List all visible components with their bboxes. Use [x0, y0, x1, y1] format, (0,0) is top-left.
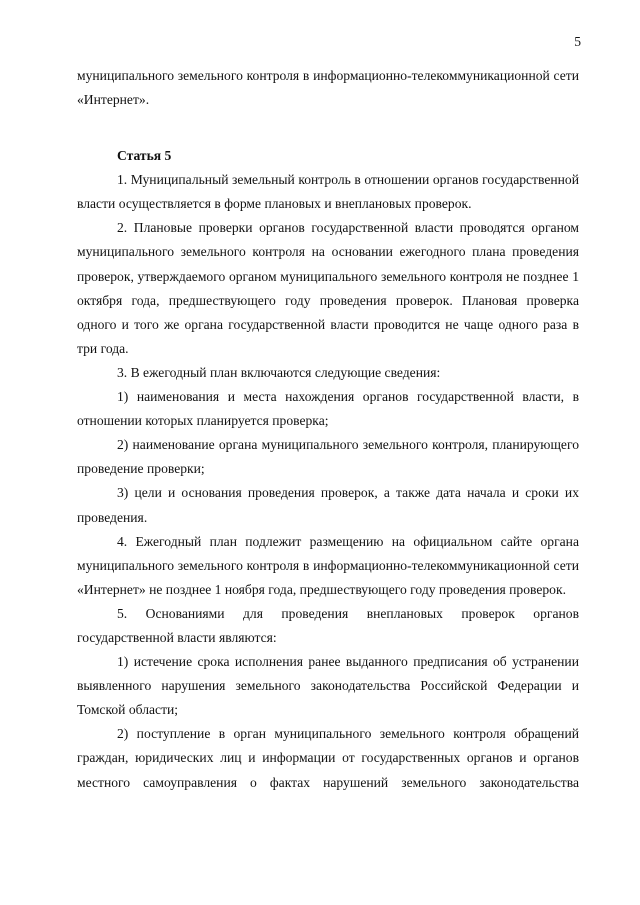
paragraph: 3) цели и основания проведения проверок, а также дата начала и сроки их проведения. [77, 485, 579, 525]
intro-text: муниципального земельного контроля в информационно-телекоммуникационной сети «Интернет». [77, 68, 579, 108]
paragraph: 2. Плановые проверки органов государственной власти проводятся органом муниципального земельного контроля на основании ежегодного плана проведения проверок, утверждаемого органом муниципального земельного контроля не позднее 1 октября года, предшествующего году проведения проверок. Плановая проверка одного и того же органа государственной власти проводится не чаще одного раза в три года. [77, 220, 579, 356]
spacer [77, 112, 579, 144]
page-number: 5 [574, 34, 581, 49]
document-body [77, 64, 579, 795]
paragraph: 4. Ежегодный план подлежит размещению на официальном сайте органа муниципального земельного контроля в информационно-телекоммуникационной сети «Интернет» не позднее 1 ноября года, предшествующего году проведения проверок. [77, 533, 579, 597]
article-heading: Статья 5 [117, 148, 172, 164]
paragraph: 1) наименования и места нахождения органов государственной власти, в отношении которых планируется проверка; [77, 389, 579, 429]
paragraph: 2) наименование органа муниципального земельного контроля, планирующего проведение проверки; [77, 437, 579, 477]
paragraph: 2) поступление в орган муниципального земельного контроля обращений граждан, юридических лиц и информации от государственных органов и органов местного самоуправления о фактах нарушений земельного законодательства [77, 726, 579, 790]
paragraph: 1) истечение срока исполнения ранее выданного предписания об устранении выявленного нарушения земельного законодательства Российской Федерации и Томской области; [77, 654, 579, 718]
paragraph: 1. Муниципальный земельный контроль в отношении органов государственной власти осуществляется в форме плановых и внеплановых проверок. [77, 172, 579, 212]
paragraph: 5. Основаниями для проведения внеплановых проверок органов государственной власти являются: [77, 605, 579, 645]
paragraph: 3. В ежегодный план включаются следующие сведения: [117, 364, 441, 380]
